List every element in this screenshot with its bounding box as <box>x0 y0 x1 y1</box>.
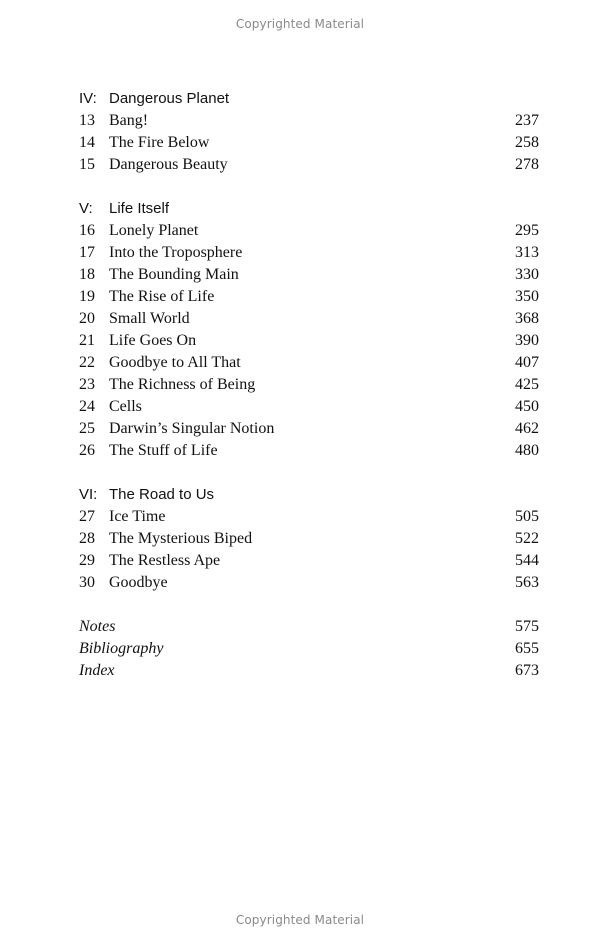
chapter-number: 15 <box>79 156 95 173</box>
toc-entry <box>79 638 539 660</box>
chapter-title: Life Goes On <box>109 332 197 349</box>
page-number: 655 <box>515 640 539 657</box>
chapter-title: Into the Troposphere <box>109 244 243 261</box>
page-number: 258 <box>515 134 539 151</box>
page-number: 673 <box>515 662 539 679</box>
chapter-title: The Rise of Life <box>109 288 215 305</box>
page-number: 350 <box>515 288 539 305</box>
part-title: The Road to Us <box>109 486 215 503</box>
page-number: 505 <box>515 508 539 525</box>
toc-entry <box>79 660 539 682</box>
chapter-number: 16 <box>79 222 95 239</box>
toc-entry <box>79 374 539 396</box>
chapter-number: 30 <box>79 574 95 591</box>
toc-entry <box>79 396 539 418</box>
chapter-number: 14 <box>79 134 95 151</box>
toc-entry <box>79 616 539 638</box>
chapter-title: Lonely Planet <box>109 222 199 239</box>
chapter-number: 29 <box>79 552 95 569</box>
chapter-title: The Fire Below <box>109 134 210 151</box>
page-number: 390 <box>515 332 539 349</box>
toc-entry <box>79 528 539 550</box>
chapter-number: 28 <box>79 530 95 547</box>
chapter-title: Goodbye <box>109 574 168 591</box>
part-label: V: <box>79 200 93 217</box>
page-number: 522 <box>515 530 539 547</box>
chapter-title: Cells <box>109 398 142 415</box>
page-number: 563 <box>515 574 539 591</box>
page-number: 313 <box>515 244 539 261</box>
chapter-number: 21 <box>79 332 95 349</box>
table-of-contents <box>79 88 539 704</box>
chapter-number: 25 <box>79 420 95 437</box>
chapter-title: Bang! <box>109 112 149 129</box>
page-number: 278 <box>515 156 539 173</box>
part-heading <box>79 484 539 506</box>
part-title: Life Itself <box>109 200 170 217</box>
back-matter-title: Index <box>79 662 115 679</box>
page-number: 425 <box>515 376 539 393</box>
toc-entry <box>79 572 539 594</box>
toc-entry <box>79 264 539 286</box>
chapter-number: 20 <box>79 310 95 327</box>
chapter-number: 23 <box>79 376 95 393</box>
toc-entry <box>79 352 539 374</box>
toc-entry <box>79 550 539 572</box>
chapter-number: 22 <box>79 354 95 371</box>
chapter-number: 27 <box>79 508 95 525</box>
toc-entry <box>79 242 539 264</box>
page-number: 544 <box>515 552 539 569</box>
chapter-number: 24 <box>79 398 95 415</box>
page-number: 330 <box>515 266 539 283</box>
back-matter-title: Notes <box>79 618 116 635</box>
toc-entry <box>79 154 539 176</box>
page-number: 237 <box>515 112 539 129</box>
part-section <box>79 198 539 462</box>
chapter-title: Goodbye to All That <box>109 354 241 371</box>
chapter-title: The Bounding Main <box>109 266 239 283</box>
chapter-title: The Mysterious Biped <box>109 530 253 547</box>
page-number: 450 <box>515 398 539 415</box>
toc-entry <box>79 308 539 330</box>
chapter-title: Darwin’s Singular Notion <box>109 420 275 437</box>
toc-entry <box>79 132 539 154</box>
back-matter <box>79 616 539 682</box>
part-label: IV: <box>79 90 97 107</box>
back-matter-title: Bibliography <box>79 640 164 657</box>
toc-entry <box>79 506 539 528</box>
page-number: 480 <box>515 442 539 459</box>
toc-entry <box>79 220 539 242</box>
part-heading <box>79 88 539 110</box>
chapter-title: The Richness of Being <box>109 376 256 393</box>
chapter-title: Dangerous Beauty <box>109 156 228 173</box>
part-label: VI: <box>79 486 98 503</box>
chapter-title: Small World <box>109 310 190 327</box>
page-number: 407 <box>515 354 539 371</box>
page-number: 295 <box>515 222 539 239</box>
toc-entry <box>79 286 539 308</box>
page-number: 575 <box>515 618 539 635</box>
part-section <box>79 484 539 594</box>
page-number: 368 <box>515 310 539 327</box>
part-section <box>79 88 539 176</box>
toc-entry <box>79 440 539 462</box>
chapter-number: 13 <box>79 112 95 129</box>
chapter-number: 19 <box>79 288 95 305</box>
watermark-top: Copyrighted Material <box>235 17 365 31</box>
toc-entry <box>79 418 539 440</box>
chapter-title: The Stuff of Life <box>109 442 218 459</box>
watermark-bottom: Copyrighted Material <box>235 913 365 927</box>
toc-entry <box>79 330 539 352</box>
part-title: Dangerous Planet <box>109 90 230 107</box>
chapter-number: 17 <box>79 244 95 261</box>
page-number: 462 <box>515 420 539 437</box>
chapter-number: 26 <box>79 442 95 459</box>
chapter-number: 18 <box>79 266 95 283</box>
chapter-title: The Restless Ape <box>109 552 221 569</box>
part-heading <box>79 198 539 220</box>
chapter-title: Ice Time <box>109 508 166 525</box>
toc-entry <box>79 110 539 132</box>
